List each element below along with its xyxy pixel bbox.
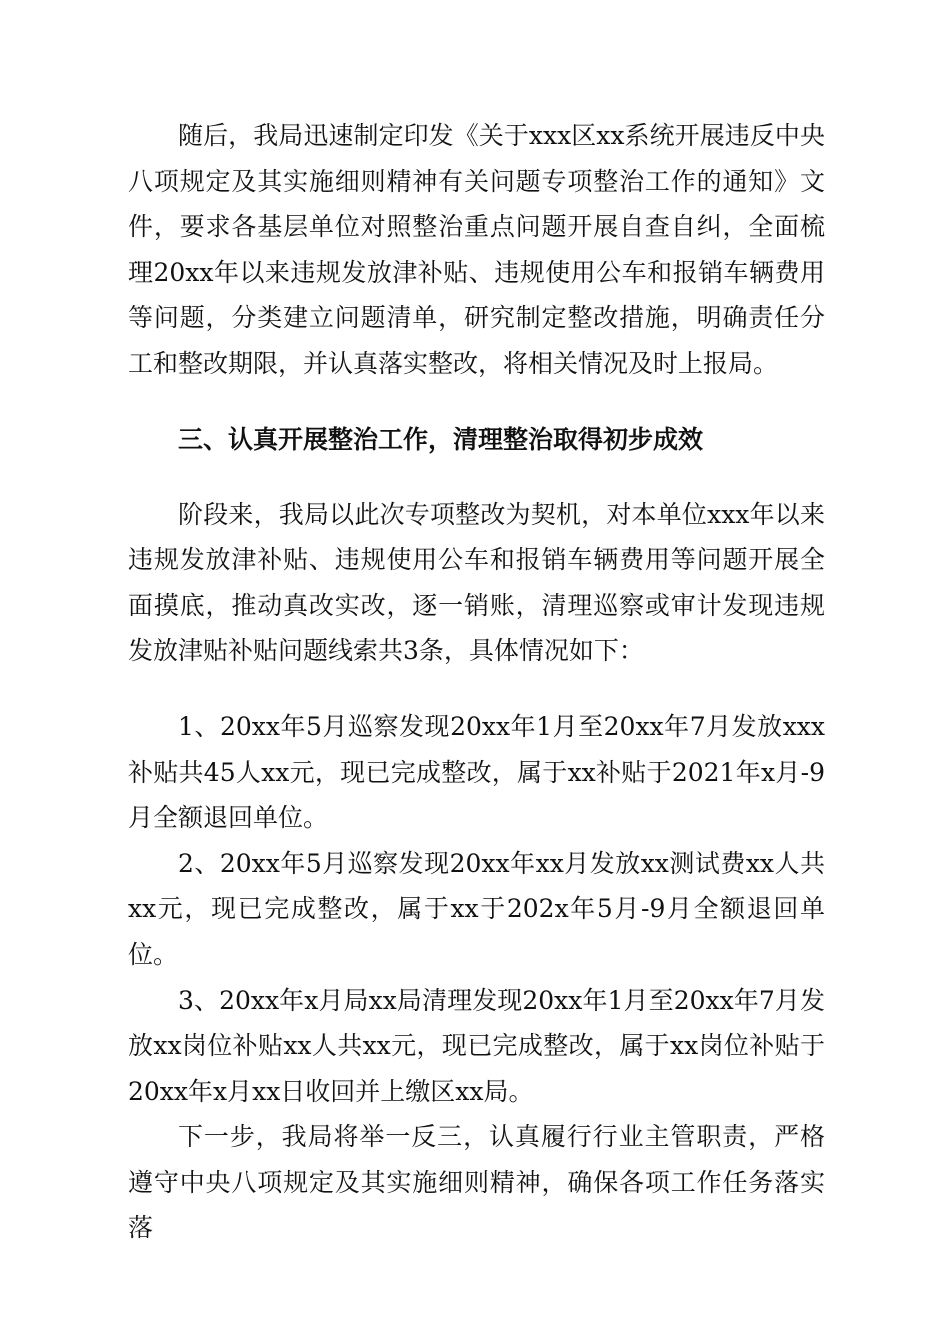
paragraph-stage-progress: 阶段来，我局以此次专项整改为契机，对本单位xxx年以来违规发放津补贴、违规使用公车和报销车辆费用等问题开展全面摸底，推动真改实改，逐一销账，清理巡察或审计发现违规发放津贴补贴问题线索共3条，具体情况如下： [128, 499, 825, 666]
section-heading-three: 三、认真开展整治工作，清理整治取得初步成效 [178, 424, 704, 454]
list-item-2: 2、20xx年5月巡察发现20xx年xx月发放xx测试费xx人共xx元，现已完成整改，属于xx于202x年5月-9月全额退回单位。 [128, 848, 825, 969]
paragraph-follow-up-notice: 随后，我局迅速制定印发《关于xxx区xx系统开展违反中央八项规定及其实施细则精神有关问题专项整治工作的通知》文件，要求各基层单位对照整治重点问题开展自查自纠，全面梳理20xx年以来违规发放津补贴、违规使用公车和报销车辆费用等问题，分类建立问题清单，研究制定整改措施，明确责任分工和整改期限，并认真落实整改，将相关情况及时上报局。 [128, 121, 825, 378]
paragraph-next-step: 下一步，我局将举一反三，认真履行行业主管职责，严格遵守中央八项规定及其实施细则精神，确保各项工作任务落实落 [128, 1122, 825, 1243]
list-item-3: 3、20xx年x月局xx局清理发现20xx年1月至20xx年7月发放xx岗位补贴xx人共xx元，现已完成整改，属于xx岗位补贴于20xx年x月xx日收回并上缴区xx局。 [128, 985, 825, 1106]
list-item-1: 1、20xx年5月巡察发现20xx年1月至20xx年7月发放xxx补贴共45人xx元，现已完成整改，属于xx补贴于2021年x月-9月全额退回单位。 [128, 711, 825, 833]
document-body [128, 113, 825, 1251]
